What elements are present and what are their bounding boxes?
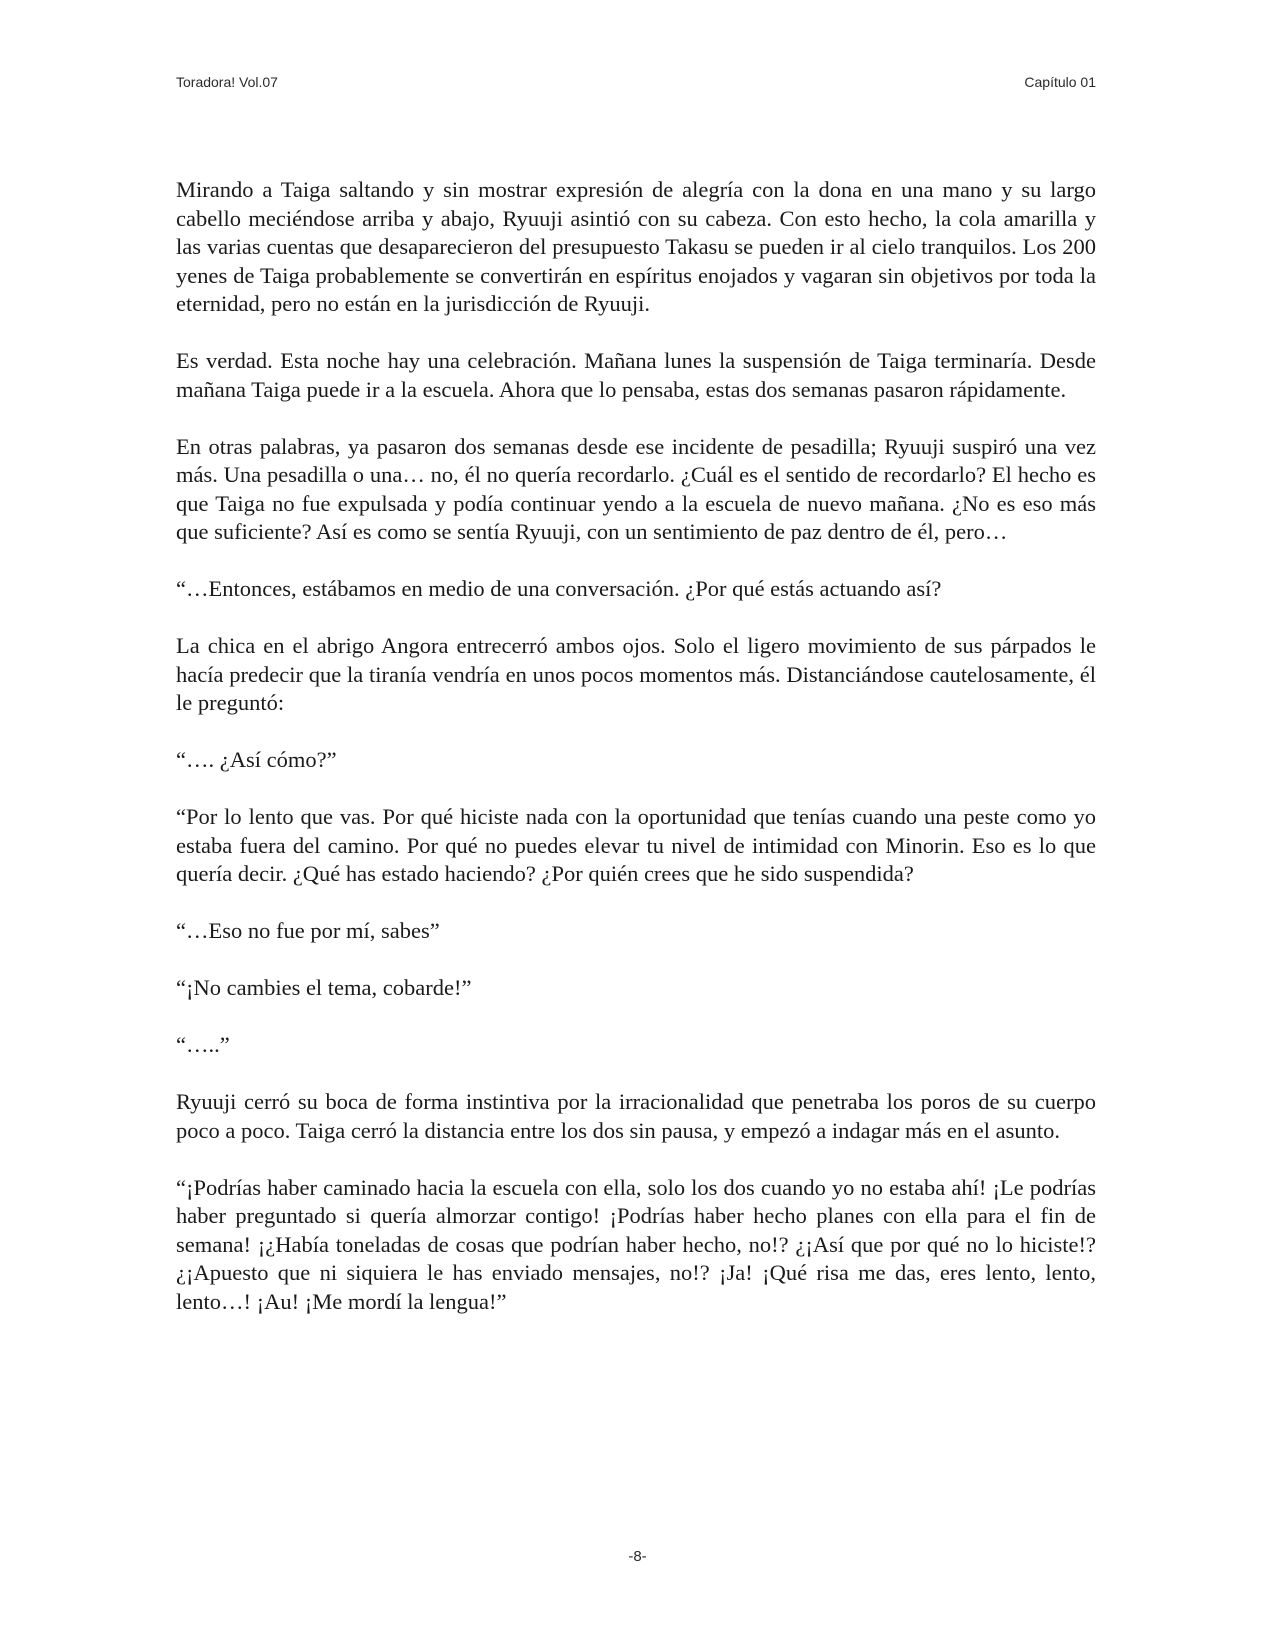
- paragraph: “…. ¿Así cómo?”: [176, 747, 337, 772]
- header-book-title: Toradora! Vol.07: [176, 74, 278, 90]
- page-header: [176, 74, 1096, 94]
- paragraph: Ryuuji cerró su boca de forma instintiva por la irracionalidad que penetraba los poros de su cuerpo poco a poco. Taiga cerró la distancia entre los dos sin pausa, y empezó a indagar más en el asunto.: [176, 1089, 1096, 1143]
- paragraph: “…Entonces, estábamos en medio de una conversación. ¿Por qué estás actuando así?: [176, 576, 942, 601]
- paragraph: En otras palabras, ya pasaron dos semanas desde ese incidente de pesadilla; Ryuuji suspiró una vez más. Una pesadilla o una… no, él no quería recordarlo. ¿Cuál es el sentido de recordarlo? El hecho es que Taiga no fue expulsada y podía continuar yendo a la escuela de nuevo mañana. ¿No es eso más que suficiente? Así es como se sentía Ryuuji, con un sentimiento de paz dentro de él, pero…: [176, 433, 1096, 544]
- paragraph: Es verdad. Esta noche hay una celebración. Mañana lunes la suspensión de Taiga terminaría. Desde mañana Taiga puede ir a la escuela. Ahora que lo pensaba, estas dos semanas pasaron rápidamente.: [176, 348, 1096, 402]
- paragraph: La chica en el abrigo Angora entrecerró ambos ojos. Solo el ligero movimiento de sus párpados le hacía predecir que la tiranía vendría en unos pocos momentos más. Distanciándose cautelosamente, él le preguntó:: [176, 633, 1096, 715]
- paragraph: “¡Podrías haber caminado hacia la escuela con ella, solo los dos cuando yo no estaba ahí! ¡Le podrías haber preguntado si quería almorzar contigo! ¡Podrías haber hecho planes con ella para el fin de semana! ¡¿Había toneladas de cosas que podrían haber hecho, no!? ¿¡Así que por qué no lo hiciste!? ¿¡Apuesto que ni siquiera le has enviado mensajes, no!? ¡Ja! ¡Qué risa me das, eres lento, lento, lento…! ¡Au! ¡Me mordí la lengua!”: [176, 1174, 1096, 1314]
- paragraph: Mirando a Taiga saltando y sin mostrar expresión de alegría con la dona en una mano y su largo cabello meciéndose arriba y abajo, Ryuuji asintió con su cabeza. Con esto hecho, la cola amarilla y las varias cuentas que desaparecieron del presupuesto Takasu se pueden ir al cielo tranquilos. Los 200 yenes de Taiga probablemente se convertirán en espíritus enojados y vagaran sin objetivos por toda la eternidad, pero no están en la jurisdicción de Ryuuji.: [176, 177, 1096, 316]
- page-number: -8-: [628, 1548, 647, 1565]
- header-chapter: Capítulo 01: [1024, 74, 1096, 90]
- paragraph: “Por lo lento que vas. Por qué hiciste nada con la oportunidad que tenías cuando una peste como yo estaba fuera del camino. Por qué no puedes elevar tu nivel de intimidad con Minorin. Eso es lo que quería decir. ¿Qué has estado haciendo? ¿Por quién crees que he sido suspendida?: [176, 804, 1096, 886]
- body-text: [176, 176, 1096, 1345]
- paragraph: “…..”: [176, 1032, 230, 1057]
- paragraph: “…Eso no fue por mí, sabes”: [176, 918, 440, 943]
- paragraph: “¡No cambies el tema, cobarde!”: [176, 975, 472, 1000]
